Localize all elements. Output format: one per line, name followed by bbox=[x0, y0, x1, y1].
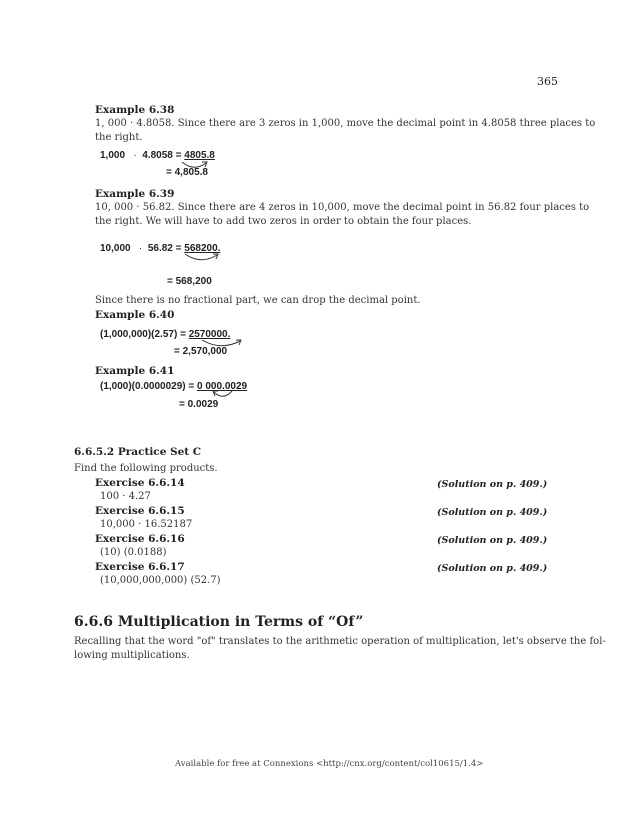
section-heading: 6.6.6 Multiplication in Terms of “Of” bbox=[74, 614, 364, 630]
footer-availability: Available for free at Connexions <http://cnx.org/content/col10615/1.4> bbox=[175, 759, 484, 769]
product-expression: (1,000,000)(2.57) bbox=[100, 329, 178, 340]
exercise-6-6-14-problem: 100 · 4.27 bbox=[100, 491, 151, 502]
exercise-6-6-15-solution-link[interactable]: (Solution on p. 409.) bbox=[437, 507, 548, 518]
example-6-38-title: Example 6.38 bbox=[95, 104, 175, 116]
times-dot: · bbox=[127, 150, 140, 161]
example-6-38-text-line-2: the right. bbox=[95, 132, 143, 143]
equals-sign: = bbox=[175, 150, 182, 161]
equals-sign: = bbox=[175, 243, 182, 254]
exercise-6-6-17-problem: (10,000,000,000) (52.7) bbox=[100, 575, 221, 586]
shifted-result: 2570000. bbox=[188, 329, 231, 340]
example-6-39-text-line-2: the right. We will have to add two zeros in order to obtain the four places. bbox=[95, 216, 472, 227]
factor-10000: 10,000 bbox=[100, 243, 131, 254]
example-6-39-title: Example 6.39 bbox=[95, 188, 175, 200]
exercise-6-6-17-solution-link[interactable]: (Solution on p. 409.) bbox=[437, 563, 548, 574]
exercise-6-6-14-solution-link[interactable]: (Solution on p. 409.) bbox=[437, 479, 548, 490]
example-6-38-text-line-1: 1, 000 · 4.8058. Since there are 3 zeros in 1,000, move the decimal point in 4.8058 three places to bbox=[95, 118, 596, 129]
factor-4-8058: 4.8058 bbox=[142, 150, 173, 161]
shifted-result: 0 000.0029 bbox=[197, 381, 248, 392]
exercise-6-6-15-title: Exercise 6.6.15 bbox=[95, 505, 185, 517]
section-text-line-1: Recalling that the word "of" translates to the arithmetic operation of multiplication, let's observe the fol- bbox=[74, 636, 606, 647]
example-6-39-final: = 568,200 bbox=[167, 276, 212, 287]
example-6-40-title: Example 6.40 bbox=[95, 309, 175, 321]
shifted-result: 4805.8 bbox=[184, 150, 215, 161]
example-6-39-note: Since there is no fractional part, we can drop the decimal point. bbox=[95, 295, 421, 306]
factor-1000: 1,000 bbox=[100, 150, 126, 161]
example-6-40-final: = 2,570,000 bbox=[174, 346, 228, 357]
exercise-6-6-15-problem: 10,000 · 16.52187 bbox=[100, 519, 193, 530]
section-text-line-2: lowing multiplications. bbox=[74, 650, 190, 661]
equals-sign: = bbox=[180, 329, 186, 340]
example-6-41-final: = 0.0029 bbox=[179, 399, 219, 410]
practice-set-heading: 6.6.5.2 Practice Set C bbox=[74, 446, 202, 458]
example-6-38-final: = 4,805.8 bbox=[166, 167, 208, 178]
exercise-6-6-16-problem: (10) (0.0188) bbox=[100, 547, 167, 558]
example-6-41-title: Example 6.41 bbox=[95, 365, 175, 377]
times-dot: · bbox=[133, 243, 146, 254]
practice-intro: Find the following products. bbox=[74, 463, 218, 474]
exercise-6-6-16-solution-link[interactable]: (Solution on p. 409.) bbox=[437, 535, 548, 546]
shifted-result: 568200. bbox=[184, 243, 221, 254]
equals-sign: = bbox=[188, 381, 195, 392]
page-number: 365 bbox=[537, 75, 558, 88]
example-6-39-text-line-1: 10, 000 · 56.82. Since there are 4 zeros in 10,000, move the decimal point in 56.82 four places to bbox=[95, 202, 590, 213]
product-expression: (1,000)(0.0000029) bbox=[100, 381, 186, 392]
exercise-6-6-17-title: Exercise 6.6.17 bbox=[95, 561, 185, 573]
decimal-shift-arrow bbox=[183, 252, 223, 264]
exercise-6-6-14-title: Exercise 6.6.14 bbox=[95, 477, 185, 489]
exercise-6-6-16-title: Exercise 6.6.16 bbox=[95, 533, 185, 545]
factor-56-82: 56.82 bbox=[147, 243, 173, 254]
